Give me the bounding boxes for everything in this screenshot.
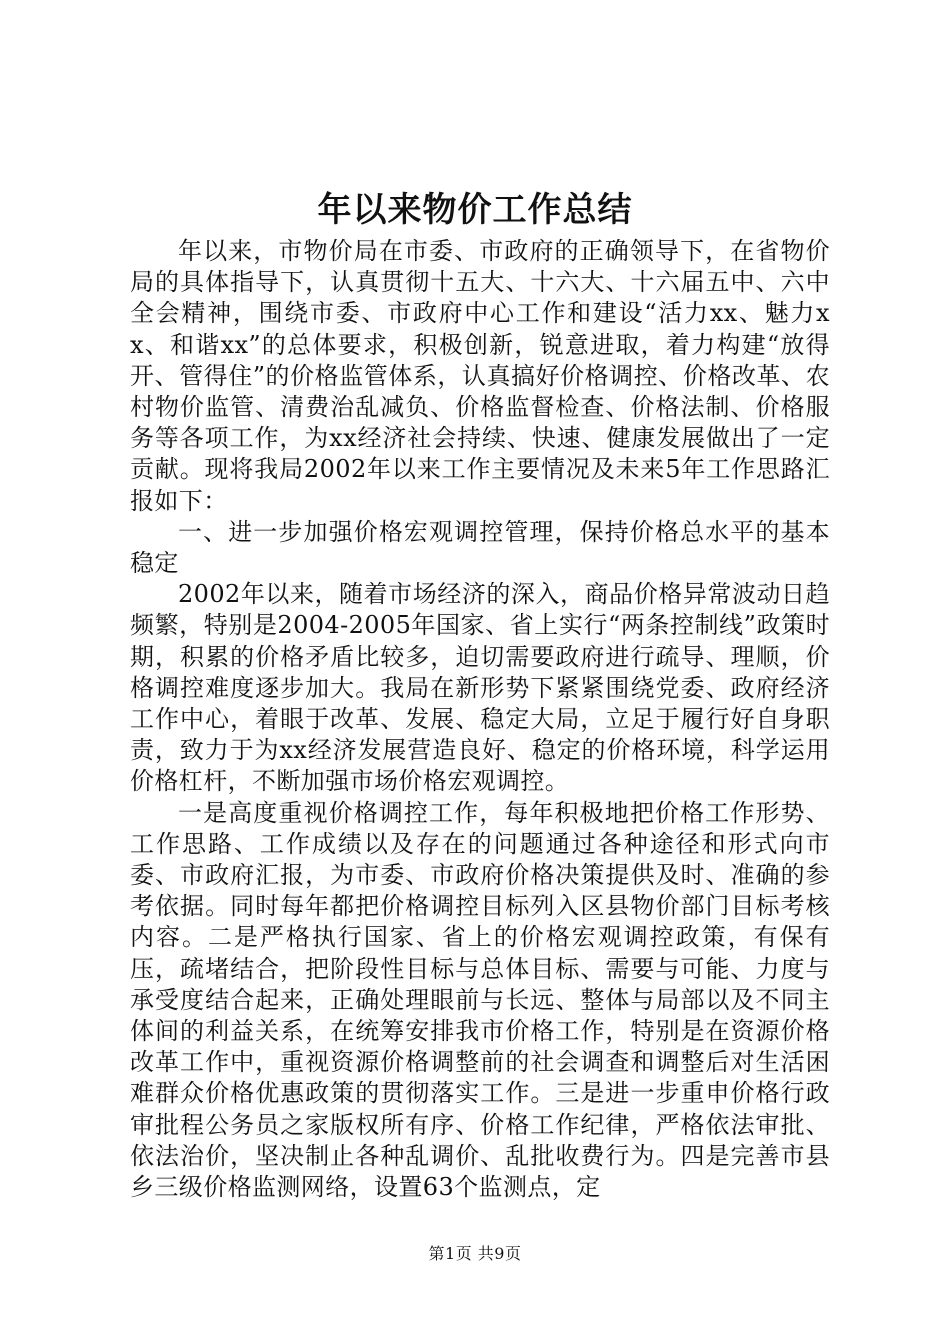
paragraph-since-2002: 2002年以来，随着市场经济的深入，商品价格异常波动日趋频繁，特别是2004-2005年国家、省上实行“两条控制线”政策时期，积累的价格矛盾比较多，迫切需要政府进行疏导、理顺，价格调控难度逐步加大。我局在新形势下紧紧围绕党委、政府经济工作中心，着眼于改革、发展、稳定大局，立足于履行好自身职责，致力于为xx经济发展营造良好、稳定的价格环境，科学运用价格杠杆，不断加强市场价格宏观调控。: [130, 580, 830, 796]
document-title: 年以来物价工作总结: [317, 190, 633, 230]
page-number-footer: 第1页 共9页: [428, 1244, 522, 1263]
paragraph-section-heading: 一、进一步加强价格宏观调控管理，保持价格总水平的基本稳定: [130, 517, 830, 578]
paragraph-measures: 一是高度重视价格调控工作，每年积极地把价格工作形势、工作思路、工作成绩以及存在的问题通过各种途径和形式向市委、市政府汇报，为市委、市政府价格决策提供及时、准确的参考依据。同时每年都把价格调控目标列入区县物价部门目标考核内容。二是严格执行国家、省上的价格宏观调控政策，有保有压，疏堵结合，把阶段性目标与总体目标、需要与可能、力度与承受度结合起来，正确处理眼前与长远、整体与局部以及不同主体间的利益关系，在统筹安排我市价格工作，特别是在资源价格改革工作中，重视资源价格调整前的社会调查和调整后对生活困难群众价格优惠政策的贯彻落实工作。三是进一步重申价格行政审批程公务员之家版权所有序、价格工作纪律，严格依法审批、依法治价，坚决制止各种乱调价、乱批收费行为。四是完善市县乡三级价格监测网络，设置63个监测点，定: [130, 798, 830, 1202]
document-body: [130, 236, 830, 1203]
paragraph-intro: 年以来，市物价局在市委、市政府的正确领导下，在省物价局的具体指导下，认真贯彻十五大、十六大、十六届五中、六中全会精神，围绕市委、市政府中心工作和建设“活力xx、魅力xx、和谐xx”的总体要求，积极创新，锐意进取，着力构建“放得开、管得住”的价格监管体系，认真搞好价格调控、价格改革、农村物价监管、清费治乱减负、价格监督检查、价格法制、价格服务等各项工作，为xx经济社会持续、快速、健康发展做出了一定贡献。现将我局2002年以来工作主要情况及未来5年工作思路汇报如下：: [130, 237, 830, 515]
